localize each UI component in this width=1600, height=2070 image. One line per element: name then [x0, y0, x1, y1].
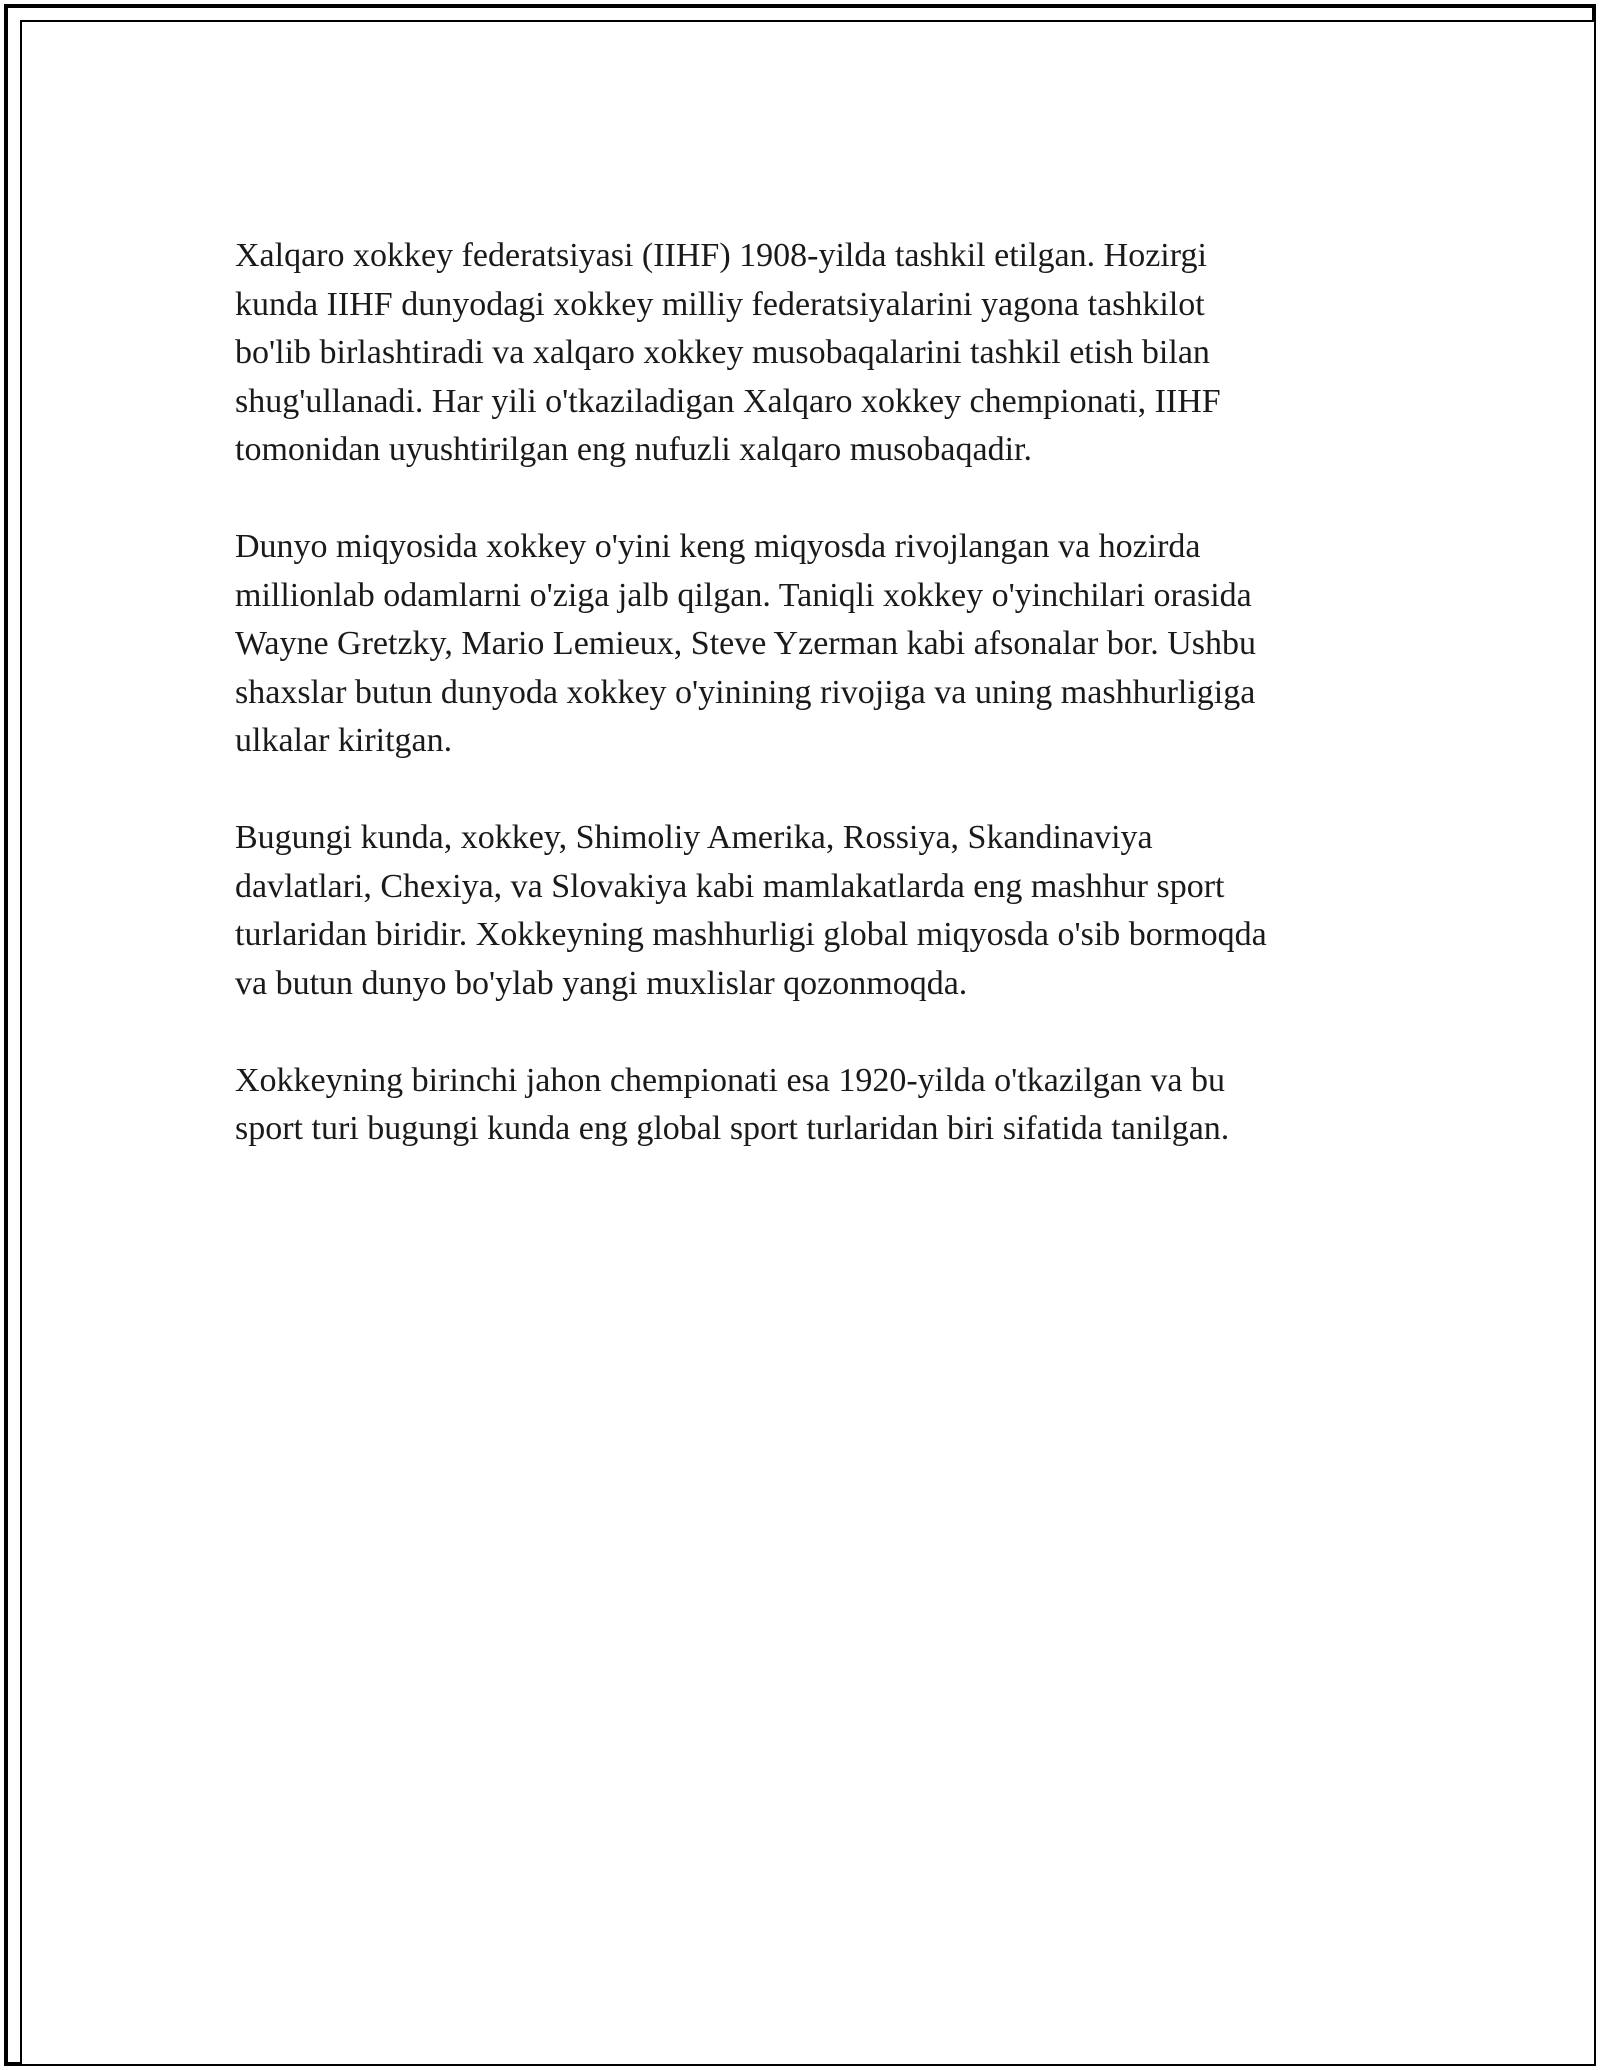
text-line: sport turi bugungi kunda eng global sport turlaridan biri sifatida tanilgan.: [235, 1110, 1230, 1147]
text-line: Xokkeyning birinchi jahon chempionati esa 1920-yilda o'tkazilgan va bu: [235, 1061, 1225, 1099]
text-line: davlatlari, Chexiya, va Slovakiya kabi mamlakatlarda eng mashhur sport: [235, 867, 1225, 905]
paragraph-popularity: [235, 814, 1365, 1008]
text-line: bo'lib birlashtiradi va xalqaro xokkey musobaqalarini tashkil etish bilan: [235, 334, 1210, 371]
text-line: turlaridan biridir. Xokkeyning mashhurligi global miqyosda o'sib bormoqda: [235, 916, 1267, 953]
paragraph-championship: [235, 1057, 1365, 1154]
paragraph-iihf: [235, 232, 1365, 475]
text-line: Bugungi kunda, xokkey, Shimoliy Amerika, Rossiya, Skandinaviya: [235, 819, 1153, 856]
text-line: va butun dunyo bo'ylab yangi muxlislar qozonmoqda.: [235, 964, 968, 1002]
text-line: shug'ullanadi. Har yili o'tkaziladigan Xalqaro xokkey chempionati, IIHF: [235, 382, 1221, 420]
text-line: Xalqaro xokkey federatsiyasi (IIHF) 1908-yilda tashkil etilgan. Hozirgi: [235, 237, 1207, 274]
text-line: Wayne Gretzky, Mario Lemieux, Steve Yzerman kabi afsonalar bor. Ushbu: [235, 625, 1257, 662]
text-line: kunda IIHF dunyodagi xokkey milliy federatsiyalarini yagona tashkilot: [235, 285, 1205, 323]
text-line: millionlab odamlarni o'ziga jalb qilgan. Taniqli xokkey o'yinchilari orasida: [235, 576, 1252, 614]
text-line: Dunyo miqyosida xokkey o'yini keng miqyosda rivojlangan va hozirda: [235, 528, 1201, 565]
text-line: tomonidan uyushtirilgan eng nufuzli xalqaro musobaqadir.: [235, 431, 1032, 468]
text-line: ulkalar kiritgan.: [235, 722, 453, 759]
text-line: shaxslar butun dunyoda xokkey o'yinining rivojiga va uning mashhurligiga: [235, 673, 1256, 711]
document-body: [235, 232, 1365, 1202]
paragraph-players: [235, 523, 1365, 766]
